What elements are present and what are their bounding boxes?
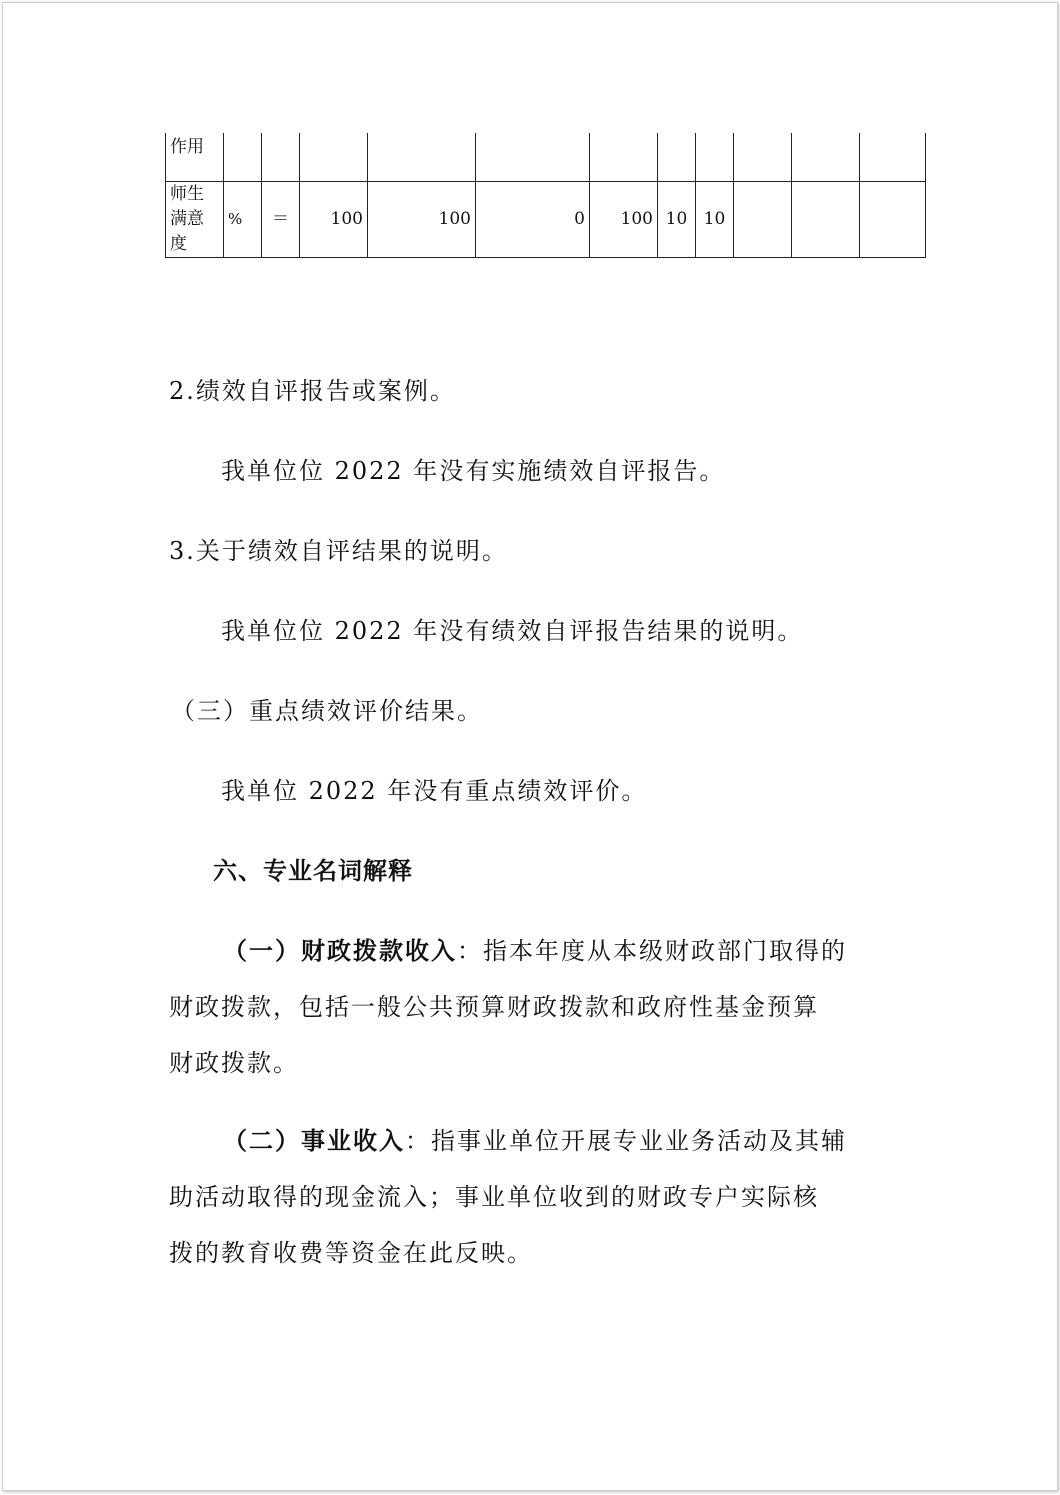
key-evaluation-heading: （三）重点绩效评价结果。 xyxy=(171,697,483,725)
section-6-heading: 六、专业名词解释 xyxy=(213,857,413,885)
term-1-definition-start: ：指本年度从本级财政部门取得的 xyxy=(457,937,847,965)
performance-table xyxy=(165,133,926,258)
operator-cell xyxy=(262,133,300,181)
term-2-definition-start: ：指事业单位开展专业业务活动及其辅 xyxy=(405,1127,847,1155)
value-cell xyxy=(734,181,792,257)
value-cell xyxy=(696,133,734,181)
value-cell: 10 xyxy=(658,181,696,257)
value-cell xyxy=(860,181,926,257)
term-2-line-1 xyxy=(223,1121,847,1156)
term-1-line-3: 财政拨款。 xyxy=(169,1049,299,1077)
section-3-heading: 3.关于绩效自评结果的说明。 xyxy=(169,537,508,565)
unit-cell xyxy=(224,133,262,181)
table-row xyxy=(166,133,926,181)
section-2-heading: 2.绩效自评报告或案例。 xyxy=(169,377,456,405)
value-cell xyxy=(734,133,792,181)
value-cell: 100 xyxy=(300,181,368,257)
value-cell xyxy=(476,133,590,181)
table-row xyxy=(166,181,926,257)
indicator-cell: 师生满意度 xyxy=(166,181,224,257)
indicator-cell: 作用 xyxy=(166,133,224,181)
value-cell: 100 xyxy=(368,181,476,257)
value-cell xyxy=(590,133,658,181)
term-2-line-3: 拨的教育收费等资金在此反映。 xyxy=(169,1239,533,1267)
value-cell: 10 xyxy=(696,181,734,257)
term-1-line-2: 财政拨款，包括一般公共预算财政拨款和政府性基金预算 xyxy=(169,993,819,1021)
value-cell xyxy=(658,133,696,181)
value-cell xyxy=(792,133,860,181)
key-evaluation-body: 我单位 2022 年没有重点绩效评价。 xyxy=(221,777,648,805)
document-page xyxy=(2,2,1058,1491)
value-cell xyxy=(300,133,368,181)
term-2-label: （二）事业收入 xyxy=(223,1126,405,1155)
unit-cell: % xyxy=(224,181,262,257)
term-2-line-2: 助活动取得的现金流入；事业单位收到的财政专户实际核 xyxy=(169,1183,819,1211)
term-1-label: （一）财政拨款收入 xyxy=(223,936,457,965)
value-cell xyxy=(792,181,860,257)
value-cell: 100 xyxy=(590,181,658,257)
section-2-body: 我单位位 2022 年没有实施绩效自评报告。 xyxy=(221,457,726,485)
operator-cell: ＝ xyxy=(262,181,300,257)
section-3-body: 我单位位 2022 年没有绩效自评报告结果的说明。 xyxy=(221,617,804,645)
value-cell xyxy=(860,133,926,181)
value-cell xyxy=(368,133,476,181)
value-cell: 0 xyxy=(476,181,590,257)
term-1-line-1 xyxy=(223,931,847,966)
